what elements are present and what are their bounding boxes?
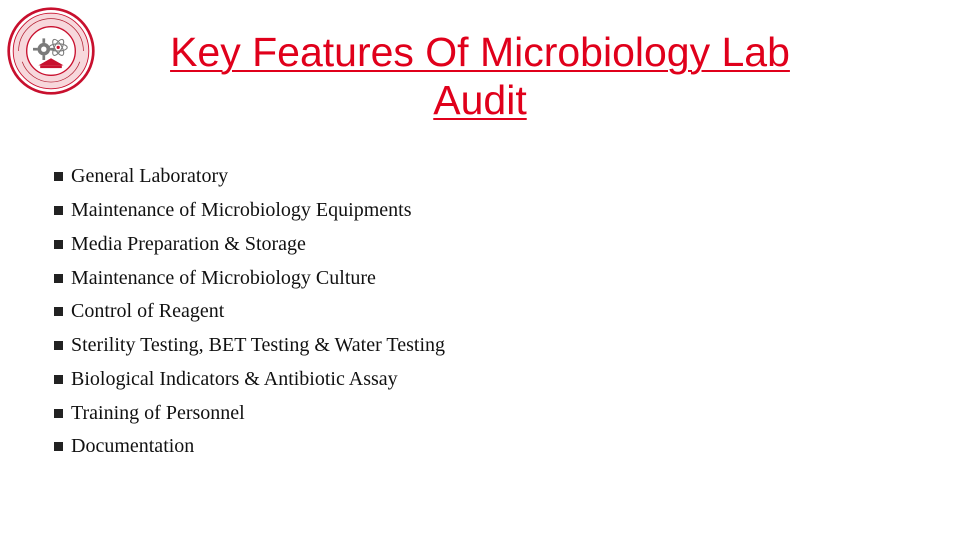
square-bullet-icon	[54, 307, 63, 316]
list-item	[50, 396, 445, 430]
square-bullet-icon	[54, 341, 63, 350]
square-bullet-icon	[54, 409, 63, 418]
list-item-text: General Laboratory	[71, 165, 229, 188]
list-item	[50, 261, 445, 295]
list-item	[50, 295, 445, 329]
list-item-text: Maintenance of Microbiology Culture	[71, 266, 376, 289]
square-bullet-icon	[54, 442, 63, 451]
list-item	[50, 160, 445, 194]
list-item	[50, 228, 445, 262]
title-line-2: Audit	[433, 77, 527, 123]
square-bullet-icon	[54, 172, 63, 181]
list-item-text: Control of Reagent	[71, 300, 225, 323]
list-item	[50, 329, 445, 363]
list-item-text: Sterility Testing, BET Testing & Water Testing	[71, 334, 445, 357]
list-item-text: Training of Personnel	[71, 401, 245, 424]
institution-seal-icon	[6, 6, 96, 96]
list-item-text: Maintenance of Microbiology Equipments	[71, 199, 412, 222]
page-title	[110, 28, 850, 124]
list-item-text: Documentation	[71, 435, 195, 458]
list-item	[50, 194, 445, 228]
list-item	[50, 363, 445, 397]
list-item-text: Media Preparation & Storage	[71, 232, 306, 255]
bullet-list	[50, 160, 445, 464]
square-bullet-icon	[54, 274, 63, 283]
list-item-text: Biological Indicators & Antibiotic Assay	[71, 367, 398, 390]
list-item	[50, 430, 445, 464]
square-bullet-icon	[54, 375, 63, 384]
title-line-1: Key Features Of Microbiology Lab	[170, 29, 790, 75]
square-bullet-icon	[54, 240, 63, 249]
square-bullet-icon	[54, 206, 63, 215]
